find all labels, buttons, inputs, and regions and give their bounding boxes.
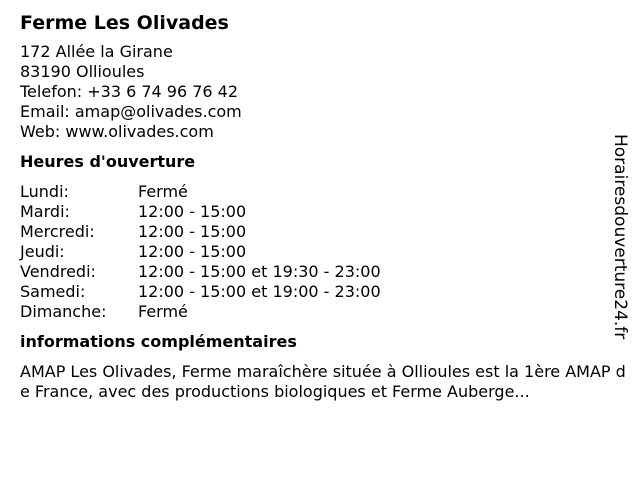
- hours-day: Jeudi:: [20, 242, 65, 261]
- hours-day: Samedi:: [20, 282, 86, 301]
- phone-line: Telefon: +33 6 74 96 76 42: [20, 82, 239, 101]
- city-line: 83190 Ollioules: [20, 62, 145, 81]
- email-line: Email: amap@olivades.com: [20, 102, 242, 121]
- business-card: [20, 10, 626, 402]
- hours-row: [20, 282, 620, 302]
- hours-time: 12:00 - 15:00: [138, 242, 247, 261]
- web-line: Web: www.olivades.com: [20, 122, 214, 141]
- business-title: Ferme Les Olivades: [20, 12, 229, 34]
- hours-heading: Heures d'ouverture: [20, 152, 196, 171]
- hours-time: Fermé: [138, 302, 188, 321]
- hours-row: [20, 182, 620, 202]
- hours-row: [20, 262, 620, 282]
- info-description: AMAP Les Olivades, Ferme maraîchère située à Ollioules est la 1ère AMAP de France, avec des productions biologiques et Ferme Auberge...: [20, 362, 626, 401]
- hours-row: [20, 302, 620, 322]
- hours-day: Mardi:: [20, 202, 70, 221]
- hours-row: [20, 202, 620, 222]
- hours-time: Fermé: [138, 182, 188, 201]
- hours-row: [20, 222, 620, 242]
- hours-day: Dimanche:: [20, 302, 107, 321]
- hours-day: Vendredi:: [20, 262, 96, 281]
- hours-row: [20, 242, 620, 262]
- info-heading: informations complémentaires: [20, 332, 297, 351]
- site-brand-vertical: Horairesdouverture24.fr: [610, 134, 630, 340]
- hours-time: 12:00 - 15:00 et 19:30 - 23:00: [138, 262, 381, 281]
- hours-time: 12:00 - 15:00: [138, 222, 247, 241]
- address-block: [20, 42, 620, 142]
- hours-time: 12:00 - 15:00: [138, 202, 247, 221]
- hours-day: Mercredi:: [20, 222, 95, 241]
- hours-table: [20, 182, 620, 322]
- street-address: 172 Allée la Girane: [20, 42, 173, 61]
- hours-day: Lundi:: [20, 182, 69, 201]
- hours-time: 12:00 - 15:00 et 19:00 - 23:00: [138, 282, 381, 301]
